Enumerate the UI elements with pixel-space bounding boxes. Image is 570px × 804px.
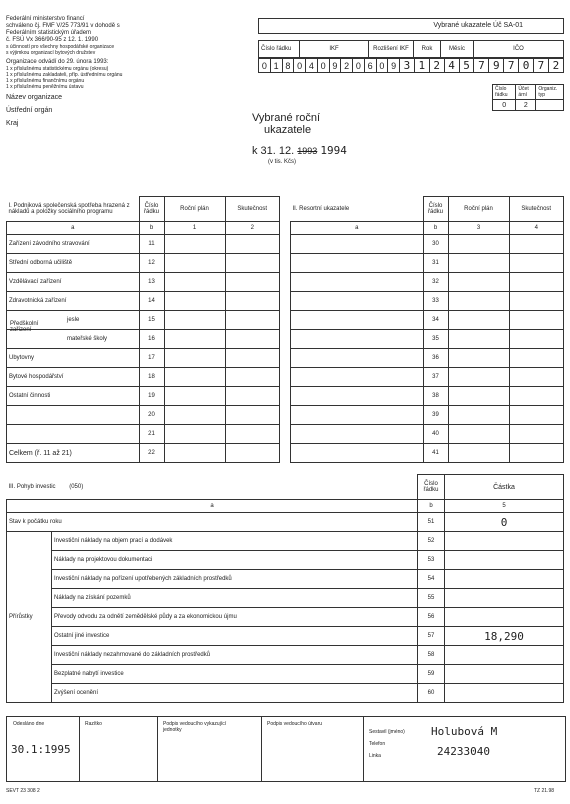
row-label: Náklady na získání pozemků (52, 589, 418, 608)
real-cell[interactable] (225, 273, 280, 292)
real-cell[interactable] (225, 406, 280, 425)
line-number: 53 (418, 551, 445, 570)
row-label: Investiční náklady nezahrnované do základních prostředků (52, 646, 418, 665)
table-row (7, 627, 564, 646)
title-line2: ukazatele (264, 124, 312, 136)
code-digit: 0 (294, 59, 306, 73)
line-number: 56 (418, 608, 445, 627)
col-year: Rok (414, 41, 441, 58)
line-number: 41 (423, 444, 448, 463)
ab-cell: a (7, 222, 140, 235)
row-label: Vzdělávací zařízení (9, 279, 62, 285)
line-number: 21 (139, 425, 164, 444)
amount-cell[interactable] (445, 646, 564, 665)
table-row (7, 254, 280, 273)
sub-val: 2 (516, 100, 536, 111)
amount-cell[interactable] (445, 570, 564, 589)
ab-cell: b (139, 222, 164, 235)
sig-head-label: Podpis vedoucího vykazující jednotky (163, 721, 227, 733)
code-digit: 0 (259, 59, 271, 73)
amount-cell[interactable]: 18,290 (445, 627, 564, 646)
plan-cell[interactable] (448, 444, 509, 463)
plan-cell[interactable] (448, 406, 509, 425)
plan-cell[interactable] (164, 406, 225, 425)
row-label: Zvýšení ocenění (52, 684, 418, 703)
code-header-table (258, 40, 564, 58)
table-row (291, 330, 564, 349)
code-digits-table (258, 58, 564, 73)
plan-cell[interactable] (164, 387, 225, 406)
table-row (291, 254, 564, 273)
code-digit: 4 (306, 59, 318, 73)
row-label-empty (291, 292, 424, 311)
section-2 (290, 196, 564, 463)
plan-cell[interactable] (164, 235, 225, 254)
col-month: Měsíc (441, 41, 474, 58)
plan-cell[interactable] (448, 311, 509, 330)
row-label-empty (291, 273, 424, 292)
ab-cell: a (291, 222, 424, 235)
col-line: Číslo řádku (139, 197, 164, 222)
plan-cell[interactable] (164, 311, 225, 330)
plan-cell[interactable] (448, 235, 509, 254)
deadline-line: 1 x příslušnému zakladateli, příp. ústřednímu orgánu (6, 72, 123, 78)
row-label: Ostatní jiné investice (52, 627, 418, 646)
sub-col-line: Číslo řádku (493, 85, 516, 100)
table-row (7, 684, 564, 703)
code-digit: 7 (504, 59, 519, 73)
org-name-label: Název organizace (6, 94, 63, 101)
table-row (7, 425, 280, 444)
line-number: 58 (418, 646, 445, 665)
plan-cell[interactable] (164, 425, 225, 444)
col-real: Skutečnost (225, 197, 280, 222)
col-ikf: IKF (300, 41, 369, 58)
form-code-left: SEVT 23 308 2 (6, 788, 40, 794)
code-digit: 8 (282, 59, 294, 73)
ab-cell: 2 (225, 222, 280, 235)
code-digit: 9 (489, 59, 504, 73)
start-of-year-label: Stav k počátku roku (7, 513, 418, 532)
amount-cell[interactable] (445, 551, 564, 570)
row-label-empty (291, 406, 424, 425)
section-3-code: (050) (69, 483, 84, 490)
real-cell[interactable] (225, 387, 280, 406)
code-digit: 9 (388, 59, 400, 73)
table-row (7, 665, 564, 684)
line-number: 22 (139, 444, 164, 463)
line-number: 59 (418, 665, 445, 684)
form-title-code: Vybrané ukazatele Úč SA-01 (258, 18, 564, 34)
ab-cell: b (418, 500, 445, 513)
row-label: Převody odvodu za odnětí zemědělské půdy a za ekonomickou újmu (52, 608, 418, 627)
line-number: 52 (418, 532, 445, 551)
section-1-table (6, 196, 280, 463)
real-cell[interactable] (225, 425, 280, 444)
row-label: Celkem (ř. 11 až 21) (9, 449, 72, 457)
plan-cell[interactable] (164, 292, 225, 311)
ab-cell: a (7, 500, 418, 513)
header-line: s výjimkou organizací bytových družstev (6, 50, 96, 56)
line-number: 38 (423, 387, 448, 406)
deadline-line: 1 x příslušnému finančnímu orgánu (6, 78, 85, 84)
sub-code-table (492, 84, 564, 111)
row-label: Investiční náklady na pořízení upotřebených základních prostředků (52, 570, 418, 589)
col-line-label: Číslo řádku (259, 41, 300, 58)
row-label: Bezplatné nabytí investice (52, 665, 418, 684)
line-number: 37 (423, 368, 448, 387)
deadline-line: Organizace odvádí do 29. února 1993: (6, 59, 109, 65)
stamp-label: Razítko (85, 721, 102, 727)
real-cell[interactable] (225, 330, 280, 349)
plan-cell[interactable] (448, 349, 509, 368)
real-cell[interactable] (509, 425, 564, 444)
row-label: Zdravotnická zařízení (9, 298, 67, 304)
table-row (7, 532, 564, 551)
line-number: 57 (418, 627, 445, 646)
table-row (291, 387, 564, 406)
sub-val-empty (536, 100, 564, 111)
title-unit: (v tis. Kčs) (268, 159, 296, 165)
real-cell[interactable] (509, 254, 564, 273)
real-cell[interactable] (225, 311, 280, 330)
real-cell[interactable] (509, 235, 564, 254)
row-label: mateřské školy (67, 336, 108, 342)
plan-cell[interactable] (164, 349, 225, 368)
real-cell[interactable] (509, 292, 564, 311)
amount-cell[interactable] (445, 532, 564, 551)
col-plan: Roční plán (164, 197, 225, 222)
table-row (7, 646, 564, 665)
table-row (7, 235, 280, 254)
real-cell[interactable] (509, 368, 564, 387)
row-label: jesle (67, 317, 80, 323)
table-row (7, 551, 564, 570)
plan-cell[interactable] (448, 254, 509, 273)
table-row (7, 311, 280, 330)
row-label-empty (291, 235, 424, 254)
header-line: Federální ministerstvo financí (6, 16, 85, 22)
col-ikf-distinction: Rozlišení IKF (369, 41, 414, 58)
sig-head2-label: Podpis vedoucího útvaru (267, 721, 323, 727)
table-row (7, 273, 280, 292)
line-number: 54 (418, 570, 445, 589)
code-digit: 0 (353, 59, 365, 73)
row-label-empty (291, 387, 424, 406)
sent-label: Odesláno dne (13, 721, 45, 727)
phone-label: Telefon (369, 741, 386, 747)
code-digit: 7 (534, 59, 549, 73)
row-label: Bytové hospodářství (9, 374, 64, 380)
title-line1: Vybrané roční (252, 112, 321, 124)
plan-cell[interactable] (448, 368, 509, 387)
plan-cell[interactable] (164, 330, 225, 349)
line-number: 16 (139, 330, 164, 349)
col-plan: Roční plán (448, 197, 509, 222)
table-row (7, 349, 280, 368)
code-digit: 2 (429, 59, 444, 73)
line-number: 40 (423, 425, 448, 444)
header-line: č. FSÚ Vx 366/90-95 z 12. 1. 1990 (6, 37, 99, 43)
line-number: 13 (139, 273, 164, 292)
preschool-label: Předškolní zařízení (10, 321, 39, 333)
title-year: 1994 (320, 144, 347, 157)
section-3-table (6, 474, 564, 703)
table-row (291, 444, 564, 463)
col-line: Číslo řádku (423, 197, 448, 222)
line-number: 19 (139, 387, 164, 406)
table-row (291, 425, 564, 444)
line-number: 15 (139, 311, 164, 330)
ab-cell: 5 (445, 500, 564, 513)
real-cell[interactable] (225, 292, 280, 311)
phone-number: 24233040 (437, 745, 490, 758)
table-row (291, 311, 564, 330)
code-digit: 0 (317, 59, 329, 73)
row-label: Investiční náklady na objem prací a dodávek (52, 532, 418, 551)
row-label-empty (291, 425, 424, 444)
real-cell[interactable] (509, 406, 564, 425)
row-label-empty (291, 330, 424, 349)
table-row (7, 387, 280, 406)
title-year-struck: 1993 (297, 146, 318, 156)
header-left-block (6, 16, 246, 127)
compiled-label: Sestavil (jméno) (369, 729, 405, 735)
row-label: Ubytovny (9, 355, 35, 361)
row-label: Ostatní činnosti (9, 393, 51, 399)
code-digit: 0 (376, 59, 388, 73)
table-row (291, 349, 564, 368)
footer-box (6, 716, 566, 782)
row-label-empty (291, 311, 424, 330)
title-block (252, 112, 432, 166)
code-digit: 1 (414, 59, 429, 73)
plan-cell[interactable] (448, 330, 509, 349)
section-2-table (290, 196, 564, 463)
row-label: Zařízení závodního stravování (9, 241, 90, 247)
ab-cell: 1 (164, 222, 225, 235)
line-number: 35 (423, 330, 448, 349)
section-1 (6, 196, 280, 463)
real-cell[interactable] (225, 254, 280, 273)
real-cell[interactable] (225, 368, 280, 387)
form-code-block (258, 18, 564, 109)
code-digit: 9 (329, 59, 341, 73)
line-number: 33 (423, 292, 448, 311)
real-cell[interactable] (509, 273, 564, 292)
real-cell[interactable] (509, 444, 564, 463)
header-line: schváleno čj. FMF V/25 773/91 v dohodě s (6, 23, 120, 29)
code-digit: 2 (548, 59, 563, 73)
table-row (291, 235, 564, 254)
deadline-line: 1 x příslušnému statistickému orgánu (okresu) (6, 66, 109, 72)
real-cell[interactable] (509, 349, 564, 368)
code-digit: 1 (270, 59, 282, 73)
real-cell[interactable] (225, 444, 280, 463)
deadline-line: 1 x příslušnému peněžnímu ústavu (6, 84, 84, 90)
table-row (291, 368, 564, 387)
compiled-name: Holubová M (431, 725, 498, 738)
amount-cell[interactable] (445, 589, 564, 608)
sub-col-account: Účet ární (516, 85, 536, 100)
real-cell[interactable] (509, 387, 564, 406)
line-number: 20 (139, 406, 164, 425)
line-number: 17 (139, 349, 164, 368)
col-line: Číslo řádku (418, 475, 445, 500)
line-label: Linka (369, 753, 381, 759)
row-label: Náklady na projektovou dokumentaci (52, 551, 418, 570)
plan-cell[interactable] (164, 273, 225, 292)
code-digit: 6 (364, 59, 376, 73)
start-of-year-value: 0 (445, 513, 564, 532)
table-row (7, 570, 564, 589)
col-ico: IČO (474, 41, 564, 58)
line-number: 39 (423, 406, 448, 425)
line-number: 30 (423, 235, 448, 254)
central-organ-label: Ústřední orgán (6, 107, 53, 114)
line-number: 14 (139, 292, 164, 311)
code-digit: 2 (341, 59, 353, 73)
real-cell[interactable] (225, 349, 280, 368)
row-label-empty (291, 368, 424, 387)
table-row (291, 292, 564, 311)
line-number: 36 (423, 349, 448, 368)
line-number: 60 (418, 684, 445, 703)
header-line: s účinností pro všechny hospodářské organizace (6, 44, 115, 50)
plan-cell[interactable] (448, 292, 509, 311)
row-label-empty (291, 349, 424, 368)
code-digit: 7 (474, 59, 489, 73)
line-number: 55 (418, 589, 445, 608)
form-code-right: TZ 21.98 (534, 788, 555, 794)
section-1-heading: I. Podniková společenská spotřeba hrazená z nákladů a položky sociálního programu (7, 197, 140, 222)
real-cell[interactable] (509, 311, 564, 330)
line-number: 51 (418, 513, 445, 532)
row-label-empty (291, 444, 424, 463)
amount-cell[interactable] (445, 608, 564, 627)
plan-cell[interactable] (164, 254, 225, 273)
table-row (291, 406, 564, 425)
code-digit: 3 (400, 59, 415, 73)
line-number: 18 (139, 368, 164, 387)
table-row (291, 273, 564, 292)
real-cell[interactable] (509, 330, 564, 349)
table-row (7, 368, 280, 387)
ab-cell: 3 (448, 222, 509, 235)
table-row (7, 589, 564, 608)
sent-date: 30.1:1995 (11, 743, 71, 756)
row-label-empty (291, 254, 424, 273)
row-label: Střední odborná učiliště (9, 260, 73, 266)
plan-cell[interactable] (448, 273, 509, 292)
code-digit: 0 (519, 59, 534, 73)
section-2-heading: II. Resortní ukazatele (291, 197, 424, 222)
line-number: 12 (139, 254, 164, 273)
real-cell[interactable] (225, 235, 280, 254)
header-line: Federálním statistickým úřadem (6, 30, 92, 36)
col-real: Skutečnost (509, 197, 564, 222)
increments-label: Přírůstky (7, 532, 52, 703)
ab-cell: b (423, 222, 448, 235)
sub-val: 0 (493, 100, 516, 111)
table-row (7, 292, 280, 311)
code-digit: 5 (459, 59, 474, 73)
ab-cell: 4 (509, 222, 564, 235)
sub-col-org-type: Organiz. typ (536, 85, 564, 100)
line-number: 31 (423, 254, 448, 273)
line-number: 34 (423, 311, 448, 330)
code-digit: 4 (444, 59, 459, 73)
region-label: Kraj (6, 120, 19, 127)
title-date-prefix: k 31. 12. (252, 145, 295, 157)
col-amount: Částka (445, 475, 564, 500)
plan-cell[interactable] (164, 368, 225, 387)
line-number: 11 (139, 235, 164, 254)
plan-cell[interactable] (448, 425, 509, 444)
plan-cell[interactable] (448, 387, 509, 406)
amount-cell[interactable] (445, 684, 564, 703)
section-3 (6, 474, 564, 703)
plan-cell[interactable] (164, 444, 225, 463)
section-3-heading: III. Pohyb investic (8, 483, 56, 490)
table-row (7, 406, 280, 425)
table-row (7, 608, 564, 627)
amount-cell[interactable] (445, 665, 564, 684)
line-number: 32 (423, 273, 448, 292)
table-row (7, 444, 280, 463)
